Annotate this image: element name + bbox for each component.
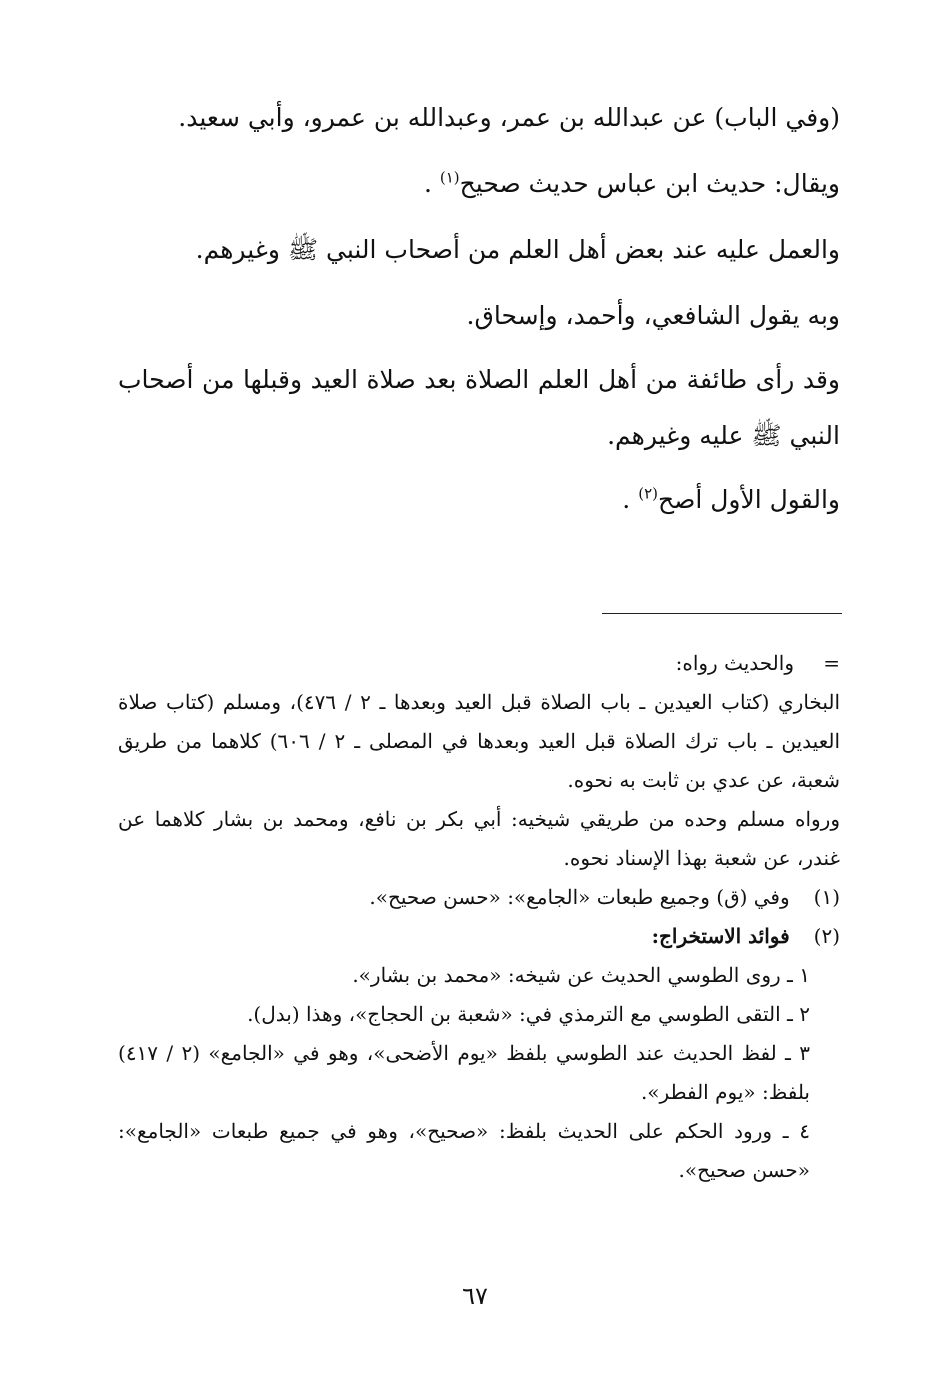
paragraph-2: ويقال: حديث ابن عباس حديث صحيح$^{(١)}$ . [423, 168, 840, 198]
paragraph-5: وقد رأى طائفة من أهل العلم الصلاة بعد صلاة العيد وقبلها من أصحاب النبي ﷺ عليه وغيرهم. [118, 365, 840, 450]
footnote-continuation-paragraph-2: ورواه مسلم وحده من طريقي شيخيه: أبي بكر بن نافع، ومحمد بن بشار كلاهما عن غندر، عن شعبة بهذا الإسناد نحوه. [118, 807, 840, 870]
footnote-2-list [118, 956, 810, 1190]
footnote-1-text: وفي (ق) وجميع طبعات «الجامع»: «حسن صحيح». [369, 885, 790, 909]
main-body-text [118, 88, 840, 536]
paragraph-6: والقول الأول أصح$^{(٢)}$ . [622, 484, 840, 514]
paragraph-3: والعمل عليه عند بعض أهل العلم من أصحاب النبي ﷺ وغيرهم. [195, 235, 840, 264]
list-item: ٣ ـ لفظ الحديث عند الطوسي بلفظ «يوم الأضحى»، وهو في «الجامع» (٢ / ٤١٧) بلفظ: «يوم الفطر». [118, 1041, 811, 1104]
footnotes-section [118, 644, 840, 1190]
list-item: ٢ ـ التقى الطوسي مع الترمذي في: «شعبة بن الحجاج»، وهذا (بدل). [247, 1002, 810, 1026]
footnote-1-number: (١) [813, 885, 840, 909]
footnote-2-number: (٢) [813, 924, 840, 948]
paragraph-1: (وفي الباب) عن عبدالله بن عمر، وعبدالله بن عمرو، وأبي سعيد. [178, 103, 840, 132]
footnote-1 [118, 878, 840, 917]
footnote-2 [118, 917, 840, 956]
page-number: ٦٧ [462, 1282, 488, 1310]
footnote-separator [602, 613, 842, 614]
footnote-continuation-intro: = والحديث رواه: [118, 644, 840, 683]
continuation-marker: = [823, 651, 840, 675]
list-item: ٤ ـ ورود الحكم على الحديث بلفظ: «صحيح»، وهو في جميع طبعات «الجامع»: «حسن صحيح». [118, 1119, 810, 1182]
footnote-continuation-paragraph-1: البخاري (كتاب العيدين ـ باب الصلاة قبل العيد وبعدها ـ ٢ / ٤٧٦)، ومسلم (كتاب صلاة العيدين ـ باب ترك الصلاة قبل العيد وبعدها في المصلى ـ ٢ / ٦٠٦) كلاهما من طريق شعبة، عن عدي بن ثابت به نحوه. [118, 690, 841, 792]
footnote-ref-1[interactable]: (١) [439, 168, 460, 187]
footnote-ref-2[interactable]: (٢) [638, 484, 658, 503]
footnote-2-heading: فوائد الاستخراج: [651, 924, 790, 948]
paragraph-4: وبه يقول الشافعي، وأحمد، وإسحاق. [466, 301, 840, 330]
list-item: ١ ـ روى الطوسي الحديث عن شيخه: «محمد بن بشار». [352, 963, 810, 987]
